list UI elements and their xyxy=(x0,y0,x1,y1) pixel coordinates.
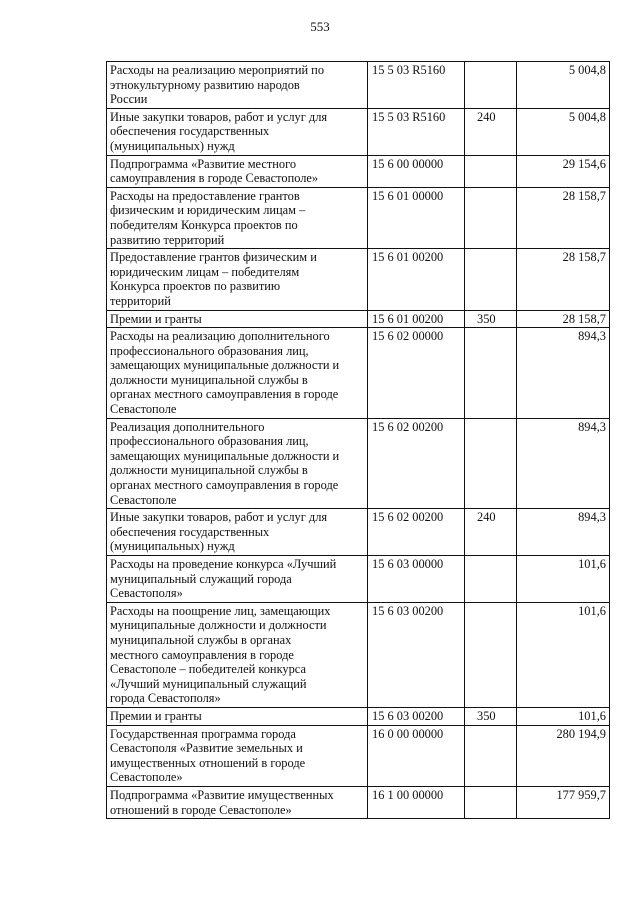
expense-name-cell: Премии и гранты xyxy=(107,707,368,725)
amount-cell: 28 158,7 xyxy=(517,187,610,248)
page-number: 553 xyxy=(310,19,330,34)
amount-cell: 5 004,8 xyxy=(517,62,610,109)
expense-name-cell: Реализация дополнительного профессионального образования лиц, замещающих муниципальные должности и должности муниципальной службы в органах местного самоуправления в городе Севастополе xyxy=(107,418,368,509)
expense-type-cell xyxy=(465,328,517,419)
expense-name-cell: Государственная программа города Севастополя «Развитие земельных и имущественных отношений в городе Севастополе» xyxy=(107,725,368,786)
target-code-cell: 15 6 03 00200 xyxy=(368,602,465,707)
expense-name-cell: Предоставление грантов физическим и юридическим лицам – победителям Конкурса проектов по развитию территорий xyxy=(107,249,368,310)
expense-name-cell: Иные закупки товаров, работ и услуг для обеспечения государственных (муниципальных) нужд xyxy=(107,108,368,155)
target-code-cell: 15 6 02 00000 xyxy=(368,328,465,419)
amount-cell: 894,3 xyxy=(517,418,610,509)
table-row xyxy=(107,725,610,786)
expense-name-cell: Расходы на реализацию дополнительного профессионального образования лиц, замещающих муниципальные должности и должности муниципальной службы в органах местного самоуправления в городе Севастополе xyxy=(107,328,368,419)
expense-type-cell: 350 xyxy=(465,707,517,725)
target-code-cell: 15 6 01 00200 xyxy=(368,310,465,328)
expense-name-cell: Расходы на поощрение лиц, замещающих муниципальные должности и должности муниципальной службы в органах местного самоуправления в городе Севастополе – победителей конкурса «Лучший муниципальный служащий города Севастополя» xyxy=(107,602,368,707)
table-row xyxy=(107,108,610,155)
expense-type-cell xyxy=(465,62,517,109)
target-code-cell: 15 5 03 R5160 xyxy=(368,62,465,109)
amount-cell: 280 194,9 xyxy=(517,725,610,786)
expense-type-cell xyxy=(465,786,517,818)
target-code-cell: 15 6 02 00200 xyxy=(368,418,465,509)
amount-cell: 101,6 xyxy=(517,556,610,603)
expense-type-cell xyxy=(465,418,517,509)
expense-name-cell: Расходы на предоставление грантов физическим и юридическим лицам – победителям Конкурса проектов по развитию территорий xyxy=(107,187,368,248)
table-row xyxy=(107,786,610,818)
amount-cell: 177 959,7 xyxy=(517,786,610,818)
expense-name-cell: Подпрограмма «Развитие местного самоуправления в городе Севастополе» xyxy=(107,155,368,187)
amount-cell: 101,6 xyxy=(517,707,610,725)
table-row xyxy=(107,249,610,310)
table-row xyxy=(107,155,610,187)
target-code-cell: 15 6 03 00200 xyxy=(368,707,465,725)
expense-name-cell: Иные закупки товаров, работ и услуг для обеспечения государственных (муниципальных) нужд xyxy=(107,509,368,556)
expense-name-cell: Подпрограмма «Развитие имущественных отношений в городе Севастополе» xyxy=(107,786,368,818)
expense-type-cell: 240 xyxy=(465,108,517,155)
expense-type-cell: 350 xyxy=(465,310,517,328)
table-row xyxy=(107,418,610,509)
expense-type-cell xyxy=(465,602,517,707)
budget-table xyxy=(106,61,610,819)
table-row xyxy=(107,602,610,707)
expense-type-cell xyxy=(465,155,517,187)
expense-type-cell xyxy=(465,556,517,603)
table-row xyxy=(107,556,610,603)
amount-cell: 101,6 xyxy=(517,602,610,707)
amount-cell: 5 004,8 xyxy=(517,108,610,155)
table-row xyxy=(107,707,610,725)
target-code-cell: 16 0 00 00000 xyxy=(368,725,465,786)
target-code-cell: 15 6 01 00000 xyxy=(368,187,465,248)
expense-name-cell: Расходы на реализацию мероприятий по этнокультурному развитию народов России xyxy=(107,62,368,109)
table-row xyxy=(107,62,610,109)
expense-type-cell: 240 xyxy=(465,509,517,556)
table-row xyxy=(107,328,610,419)
table-row xyxy=(107,187,610,248)
amount-cell: 894,3 xyxy=(517,328,610,419)
target-code-cell: 15 6 02 00200 xyxy=(368,509,465,556)
expense-type-cell xyxy=(465,249,517,310)
amount-cell: 29 154,6 xyxy=(517,155,610,187)
table-row xyxy=(107,310,610,328)
target-code-cell: 15 6 00 00000 xyxy=(368,155,465,187)
expense-name-cell: Премии и гранты xyxy=(107,310,368,328)
target-code-cell: 15 5 03 R5160 xyxy=(368,108,465,155)
expense-type-cell xyxy=(465,187,517,248)
amount-cell: 28 158,7 xyxy=(517,249,610,310)
expense-name-cell: Расходы на проведение конкурса «Лучший муниципальный служащий города Севастополя» xyxy=(107,556,368,603)
amount-cell: 28 158,7 xyxy=(517,310,610,328)
expense-type-cell xyxy=(465,725,517,786)
amount-cell: 894,3 xyxy=(517,509,610,556)
target-code-cell: 16 1 00 00000 xyxy=(368,786,465,818)
target-code-cell: 15 6 01 00200 xyxy=(368,249,465,310)
table-row xyxy=(107,509,610,556)
target-code-cell: 15 6 03 00000 xyxy=(368,556,465,603)
